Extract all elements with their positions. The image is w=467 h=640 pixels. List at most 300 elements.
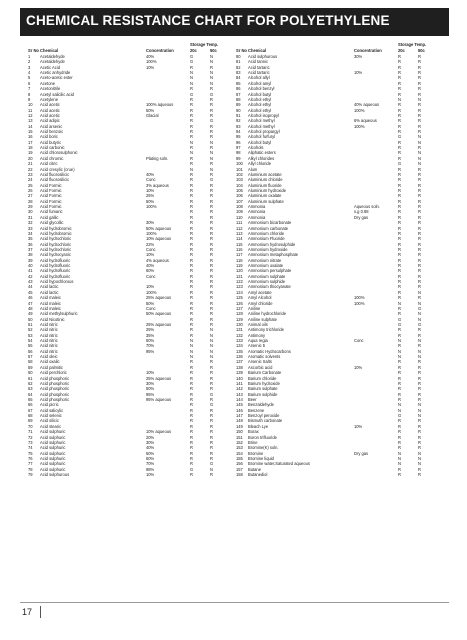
rating-50c-cell: N bbox=[418, 300, 421, 306]
rating-20c-cell: R bbox=[190, 370, 193, 376]
sr-no-cell: 15 bbox=[28, 129, 33, 135]
sr-no-cell: 57 bbox=[28, 354, 33, 360]
rating-50c-cell: R bbox=[418, 145, 421, 151]
rating-20c-cell: R bbox=[190, 263, 193, 269]
rating-20c-cell: R bbox=[398, 284, 401, 290]
sr-no-cell: 156 bbox=[236, 461, 243, 467]
chemical-cell: Acid nitric bbox=[40, 327, 58, 333]
rating-50c-cell: R bbox=[418, 59, 421, 65]
rating-20c-cell: R bbox=[190, 407, 193, 413]
rating-20c-cell: R bbox=[190, 423, 193, 429]
rating-20c-cell: G bbox=[398, 321, 402, 327]
sr-no-cell: 108 bbox=[236, 204, 243, 210]
rating-50c-cell: N bbox=[418, 134, 421, 140]
rating-20c-cell: R bbox=[190, 102, 193, 108]
sr-no-cell: 111 bbox=[236, 220, 243, 226]
chemical-cell: Bromine bbox=[248, 450, 264, 456]
concentration-cell: 100% bbox=[146, 59, 157, 65]
rating-50c-cell: R bbox=[210, 364, 213, 370]
rating-50c-cell: R bbox=[418, 198, 421, 204]
rating-50c-cell: R bbox=[210, 252, 213, 258]
chemical-cell: Alcohols bbox=[248, 145, 264, 151]
sr-no-cell: 96 bbox=[236, 139, 241, 145]
concentration-cell: 40% bbox=[146, 445, 155, 451]
rating-50c-cell: R bbox=[418, 472, 421, 478]
rating-20c-cell: R bbox=[190, 96, 193, 102]
rating-50c-cell: R bbox=[210, 225, 213, 231]
sr-no-header: Sr No bbox=[28, 48, 39, 53]
sr-no-cell: 117 bbox=[236, 252, 243, 258]
chemical-cell: Acetic Acid bbox=[40, 64, 61, 70]
rating-20c-cell: R bbox=[398, 171, 401, 177]
chemical-cell: Allyl chloride bbox=[248, 161, 271, 167]
sr-no-cell: 98 bbox=[236, 150, 241, 156]
chemical-cell: Aliphatic esters bbox=[248, 150, 276, 156]
rating-20c-cell: R bbox=[398, 54, 401, 59]
chemical-cell: Acid maleic bbox=[40, 295, 61, 301]
rating-20c-cell: R bbox=[398, 182, 401, 188]
rating-20c-cell: R bbox=[190, 177, 193, 183]
rating-50c-cell: R bbox=[418, 359, 421, 365]
sr-no-cell: 19 bbox=[28, 150, 33, 156]
sr-no-cell: 53 bbox=[28, 332, 33, 338]
chemical-cell: Acid sulphuric bbox=[40, 434, 66, 440]
sr-no-cell: 38 bbox=[28, 252, 33, 258]
sr-no-cell: 91 bbox=[236, 112, 241, 118]
chemical-cell: Borax bbox=[248, 429, 259, 435]
rating-20c-cell: N bbox=[190, 343, 193, 349]
rating-20c-cell: R bbox=[398, 225, 401, 231]
table-rows bbox=[236, 54, 446, 477]
sr-no-cell: 29 bbox=[28, 204, 33, 210]
chemical-cell: Aluminium chloride bbox=[248, 177, 283, 183]
table-header bbox=[28, 42, 238, 54]
chemical-cell: Aromatic solvents bbox=[248, 354, 281, 360]
sr-no-cell: 145 bbox=[236, 402, 243, 408]
chemical-cell: Alcohol furfuryl bbox=[248, 134, 276, 140]
rating-50c-cell: R bbox=[210, 241, 213, 247]
concentration-cell: 100% bbox=[354, 123, 365, 129]
rating-50c-cell: R bbox=[210, 311, 213, 317]
chemical-cell: Acid Nicotinic bbox=[40, 316, 65, 322]
concentration-cell: 50% bbox=[146, 198, 155, 204]
chemical-cell: Acetone bbox=[40, 80, 56, 86]
rating-50c-cell: R bbox=[210, 268, 213, 274]
sr-no-cell: 100 bbox=[236, 161, 243, 167]
sr-no-cell: 155 bbox=[236, 455, 243, 461]
rating-20c-cell: R bbox=[398, 209, 401, 215]
sr-no-cell: 80 bbox=[236, 54, 241, 59]
sr-no-cell: 59 bbox=[28, 364, 33, 370]
sr-no-cell: 133 bbox=[236, 338, 243, 344]
sr-no-cell: 50 bbox=[28, 316, 33, 322]
storage-temp-header: Storage Temp. bbox=[190, 42, 219, 47]
rating-50c-cell: N bbox=[418, 402, 421, 408]
rating-50c-cell: R bbox=[210, 193, 213, 199]
sr-no-cell: 135 bbox=[236, 348, 243, 354]
rating-50c-cell: N bbox=[418, 338, 421, 344]
rating-20c-cell: R bbox=[398, 311, 401, 317]
chemical-cell: Butane bbox=[248, 466, 261, 472]
rating-20c-cell: R bbox=[190, 311, 193, 317]
chemical-cell: Acetonitrile bbox=[40, 86, 61, 92]
chemical-cell: Bleach Lye bbox=[248, 423, 269, 429]
concentration-cell: 100% bbox=[146, 230, 157, 236]
chemical-cell: Bromine(K) soln. bbox=[248, 445, 279, 451]
concentration-cell: 30% bbox=[146, 439, 155, 445]
concentration-cell: 98% bbox=[146, 466, 155, 472]
sr-no-cell: 140 bbox=[236, 375, 243, 381]
chemical-cell: Acid nitric bbox=[40, 338, 58, 344]
rating-20c-cell: N bbox=[190, 80, 193, 86]
rating-20c-cell: R bbox=[190, 439, 193, 445]
chemical-cell: Acid nitric bbox=[40, 321, 58, 327]
rating-20c-cell: N bbox=[190, 139, 193, 145]
rating-20c-cell: R bbox=[398, 305, 401, 311]
chemical-cell: Aniline sulphate bbox=[248, 316, 277, 322]
rating-50c-cell: R bbox=[418, 268, 421, 274]
concentration-cell: Conc bbox=[146, 305, 156, 311]
rating-20c-cell: R bbox=[398, 434, 401, 440]
concentration-cell: 6% aqueous bbox=[354, 118, 377, 124]
sr-no-cell: 25 bbox=[28, 182, 33, 188]
rating-20c-cell: R bbox=[190, 198, 193, 204]
rating-20c-cell: R bbox=[190, 220, 193, 226]
rating-50c-cell: R bbox=[418, 391, 421, 397]
chemical-cell: Butanediol bbox=[248, 472, 268, 478]
rating-20c-cell: R bbox=[190, 268, 193, 274]
concentration-cell: Plating soln. bbox=[146, 155, 169, 161]
rating-20c-cell: R bbox=[190, 461, 193, 467]
rating-50c-cell: G bbox=[210, 91, 214, 97]
chemical-cell: Alcohol butyl bbox=[248, 139, 272, 145]
sr-no-cell: 131 bbox=[236, 327, 243, 333]
sr-no-cell: 24 bbox=[28, 177, 33, 183]
chemical-cell: Aqua regia bbox=[248, 338, 268, 344]
chemical-cell: Alum bbox=[248, 166, 258, 172]
sr-no-cell: 84 bbox=[236, 75, 241, 81]
rating-20c-cell: R bbox=[190, 450, 193, 456]
sr-no-cell: 30 bbox=[28, 209, 33, 215]
concentration-cell: 70% bbox=[146, 343, 155, 349]
concentration-cell: 95% bbox=[146, 348, 155, 354]
concentration-cell: 10% bbox=[354, 364, 363, 370]
rating-50c-cell: R bbox=[210, 429, 213, 435]
rating-50c-cell: R bbox=[210, 230, 213, 236]
sr-no-cell: 55 bbox=[28, 343, 33, 349]
concentration-cell: Conc bbox=[146, 273, 156, 279]
rating-20c-cell: R bbox=[398, 391, 401, 397]
concentration-cell: 10% bbox=[146, 472, 155, 478]
rating-50c-cell: N bbox=[418, 354, 421, 360]
rating-50c-cell: R bbox=[210, 214, 213, 220]
sr-no-cell: 81 bbox=[236, 59, 241, 65]
sr-no-cell: 56 bbox=[28, 348, 33, 354]
concentration-cell: 50% bbox=[146, 338, 155, 344]
rating-20c-cell: R bbox=[190, 204, 193, 210]
chemical-cell: Amyl chloride bbox=[248, 300, 273, 306]
rating-20c-cell: R bbox=[190, 434, 193, 440]
rating-50c-cell: R bbox=[418, 225, 421, 231]
rating-20c-cell: N bbox=[398, 402, 401, 408]
sr-no-cell: 94 bbox=[236, 129, 241, 135]
temp-50-header: 50c bbox=[210, 48, 217, 53]
table-header bbox=[236, 42, 446, 54]
concentration-cell: 30% bbox=[146, 220, 155, 226]
sr-no-cell: 157 bbox=[236, 466, 243, 472]
rating-50c-cell: G bbox=[210, 402, 214, 408]
sr-no-cell: 101 bbox=[236, 166, 243, 172]
sr-no-cell: 150 bbox=[236, 429, 243, 435]
sr-no-cell: 14 bbox=[28, 123, 33, 129]
rating-50c-cell: R bbox=[210, 204, 213, 210]
sr-no-cell: 127 bbox=[236, 305, 243, 311]
rating-20c-cell: R bbox=[398, 193, 401, 199]
concentration-header: Concentration bbox=[146, 48, 174, 53]
rating-20c-cell: R bbox=[190, 257, 193, 263]
sr-no-cell: 89 bbox=[236, 102, 241, 108]
rating-20c-cell: R bbox=[398, 445, 401, 451]
rating-50c-cell: N bbox=[418, 455, 421, 461]
rating-20c-cell: R bbox=[190, 279, 193, 285]
chemical-cell: Acid hydrochloric bbox=[40, 236, 72, 242]
chemical-cell: Acid sulphuric bbox=[40, 429, 66, 435]
rating-50c-cell: R bbox=[210, 64, 213, 70]
rating-20c-cell: R bbox=[190, 397, 193, 402]
chemical-cell: Acid butyric bbox=[40, 139, 62, 145]
sr-no-cell: 116 bbox=[236, 246, 243, 252]
rating-20c-cell: R bbox=[190, 64, 193, 70]
rating-50c-cell: R bbox=[210, 305, 213, 311]
sr-no-cell: 48 bbox=[28, 305, 33, 311]
rating-20c-cell: R bbox=[190, 418, 193, 424]
concentration-cell: Conc bbox=[354, 338, 364, 344]
rating-20c-cell: N bbox=[398, 354, 401, 360]
sr-no-cell: 107 bbox=[236, 198, 243, 204]
sr-no-cell: 72 bbox=[28, 434, 33, 440]
chemical-cell: Alcohol ethyl bbox=[248, 102, 272, 108]
chemical-cell: Benzaldehyde bbox=[248, 402, 274, 408]
rating-50c-cell: R bbox=[210, 236, 213, 242]
sr-no-cell: 146 bbox=[236, 407, 243, 413]
chemical-cell: Ammonium bicarbonate bbox=[248, 220, 292, 226]
rating-20c-cell: R bbox=[190, 402, 193, 408]
rating-50c-cell: G bbox=[210, 461, 214, 467]
concentration-cell: s.g 0.88 bbox=[354, 209, 369, 215]
rating-20c-cell: R bbox=[398, 380, 401, 386]
chemical-cell: Acid sulphuric bbox=[40, 445, 66, 451]
rating-20c-cell: R bbox=[190, 364, 193, 370]
rating-20c-cell: R bbox=[398, 102, 401, 108]
rating-50c-cell: R bbox=[210, 316, 213, 322]
rating-20c-cell: R bbox=[190, 327, 193, 333]
rating-50c-cell: R bbox=[210, 386, 213, 392]
rating-50c-cell: R bbox=[418, 123, 421, 129]
chemical-cell: Alcohol methyl bbox=[248, 123, 275, 129]
concentration-cell: 25% aqueous bbox=[146, 295, 172, 301]
sr-no-cell: 132 bbox=[236, 332, 243, 338]
rating-20c-cell: R bbox=[398, 214, 401, 220]
rating-50c-cell: R bbox=[418, 177, 421, 183]
chemical-cell: Aluminium fluoride bbox=[248, 182, 282, 188]
chemical-cell: Alcohol propargyl bbox=[248, 129, 280, 135]
rating-20c-cell: N bbox=[190, 338, 193, 344]
concentration-cell: 70% bbox=[146, 461, 155, 467]
concentration-cell: 25% aqueous bbox=[146, 321, 172, 327]
rating-20c-cell: N bbox=[190, 150, 193, 156]
concentration-cell: 10% bbox=[146, 284, 155, 290]
concentration-cell: 95% bbox=[146, 391, 155, 397]
concentration-cell: 50% aqueous bbox=[146, 311, 172, 317]
rating-50c-cell: R bbox=[418, 246, 421, 252]
concentration-cell: 10% bbox=[146, 252, 155, 258]
rating-50c-cell: R bbox=[418, 118, 421, 124]
rating-50c-cell: N bbox=[210, 80, 213, 86]
rating-20c-cell: R bbox=[398, 257, 401, 263]
sr-no-cell: 31 bbox=[28, 214, 33, 220]
rating-50c-cell: R bbox=[418, 230, 421, 236]
chemical-cell: Acid salicylic bbox=[40, 407, 64, 413]
concentration-cell: 100% bbox=[354, 295, 365, 301]
rating-50c-cell: R bbox=[418, 343, 421, 349]
rating-50c-cell: R bbox=[418, 91, 421, 97]
sr-no-cell: 143 bbox=[236, 391, 243, 397]
chemical-cell: Acid boric bbox=[40, 134, 58, 140]
rating-50c-cell: R bbox=[210, 273, 213, 279]
chemical-cell: Acid phosphoric bbox=[40, 397, 70, 402]
chemical-cell: Acid stearic bbox=[40, 423, 62, 429]
rating-20c-cell: N bbox=[190, 348, 193, 354]
chemical-cell: Ammonium oxalate bbox=[248, 263, 284, 269]
rating-20c-cell: R bbox=[398, 86, 401, 92]
rating-20c-cell: R bbox=[190, 455, 193, 461]
chemical-cell: Barium Carbonate bbox=[248, 370, 282, 376]
concentration-cell: 22% bbox=[146, 241, 155, 247]
sr-no-cell: 90 bbox=[236, 107, 241, 113]
rating-50c-cell: R bbox=[418, 252, 421, 258]
chemical-cell: Alkyl chlorides bbox=[248, 155, 275, 161]
sr-no-cell: 151 bbox=[236, 434, 243, 440]
rating-20c-cell: R bbox=[190, 214, 193, 220]
sr-no-cell: 109 bbox=[236, 209, 243, 215]
rating-20c-cell: R bbox=[190, 413, 193, 419]
rating-50c-cell: R bbox=[210, 370, 213, 376]
rating-20c-cell: R bbox=[190, 225, 193, 231]
chemical-cell: Acid methylsulphuric bbox=[40, 311, 78, 317]
concentration-cell: Glacial bbox=[146, 112, 159, 118]
rating-50c-cell: R bbox=[210, 220, 213, 226]
rating-20c-cell: R bbox=[190, 171, 193, 177]
rating-50c-cell: R bbox=[210, 102, 213, 108]
sr-no-cell: 70 bbox=[28, 423, 33, 429]
chemical-cell: Barium sulphate bbox=[248, 386, 278, 392]
rating-50c-cell: R bbox=[210, 145, 213, 151]
rating-20c-cell: R bbox=[398, 423, 401, 429]
sr-no-cell: 28 bbox=[28, 198, 33, 204]
rating-20c-cell: R bbox=[190, 445, 193, 451]
rating-50c-cell: N bbox=[418, 311, 421, 317]
rating-50c-cell: N bbox=[210, 155, 213, 161]
concentration-cell: 100% aqueous bbox=[146, 102, 174, 108]
chemical-header: Chemical bbox=[248, 48, 267, 53]
sr-no-cell: 44 bbox=[28, 284, 33, 290]
rating-50c-cell: R bbox=[418, 166, 421, 172]
rating-20c-cell: N bbox=[190, 166, 193, 172]
rating-20c-cell: R bbox=[190, 129, 193, 135]
rating-20c-cell: R bbox=[190, 316, 193, 322]
rating-50c-cell: R bbox=[418, 112, 421, 118]
sr-no-cell: 67 bbox=[28, 407, 33, 413]
sr-no-cell: 46 bbox=[28, 295, 33, 301]
concentration-cell: 100% bbox=[354, 107, 365, 113]
chemical-cell: Acid hydrofluoric bbox=[40, 263, 71, 269]
rating-20c-cell: N bbox=[398, 407, 401, 413]
rating-50c-cell: R bbox=[418, 364, 421, 370]
sr-no-cell: 103 bbox=[236, 177, 243, 183]
rating-50c-cell: R bbox=[418, 370, 421, 376]
rating-50c-cell: R bbox=[418, 80, 421, 86]
sr-no-cell: 45 bbox=[28, 289, 33, 295]
rating-20c-cell: R bbox=[190, 193, 193, 199]
rating-50c-cell: R bbox=[210, 112, 213, 118]
rating-20c-cell: R bbox=[398, 177, 401, 183]
concentration-cell: 35% bbox=[146, 332, 155, 338]
sr-no-cell: 126 bbox=[236, 300, 243, 306]
rating-20c-cell: R bbox=[190, 252, 193, 258]
chemical-cell: Acid cresylic (crue) bbox=[40, 166, 75, 172]
chemical-cell: Acid palmitic bbox=[40, 364, 63, 370]
chemical-cell: Ammonia bbox=[248, 209, 266, 215]
concentration-cell: 4% aqueous bbox=[146, 257, 169, 263]
concentration-cell: 10% bbox=[146, 370, 155, 376]
sr-no-cell: 37 bbox=[28, 246, 33, 252]
sr-no-cell: 40 bbox=[28, 263, 33, 269]
rating-20c-cell: R bbox=[398, 187, 401, 193]
rating-50c-cell: R bbox=[210, 263, 213, 269]
chemical-cell: Ammonium metaphosphate bbox=[248, 252, 299, 258]
sr-no-cell: 10 bbox=[28, 102, 33, 108]
chemical-cell: Alcohol benzyl bbox=[248, 86, 275, 92]
rating-50c-cell: N bbox=[418, 413, 421, 419]
rating-50c-cell: R bbox=[418, 64, 421, 70]
sr-no-cell: 26 bbox=[28, 187, 33, 193]
rating-50c-cell: R bbox=[210, 455, 213, 461]
rating-50c-cell: R bbox=[418, 445, 421, 451]
chemical-cell: Ammonium sulphide bbox=[248, 279, 286, 285]
chemical-cell: Acid picric bbox=[40, 402, 59, 408]
sr-no-cell: 112 bbox=[236, 225, 243, 231]
sr-no-cell: 76 bbox=[28, 455, 33, 461]
rating-20c-cell: G bbox=[190, 59, 194, 65]
sr-no-cell: 47 bbox=[28, 300, 33, 306]
sr-no-cell: 147 bbox=[236, 413, 243, 419]
sr-no-cell: 121 bbox=[236, 273, 243, 279]
concentration-cell: 10% bbox=[146, 64, 155, 70]
rating-20c-cell: R bbox=[398, 429, 401, 435]
concentration-cell: 10% aqueous bbox=[146, 236, 172, 242]
rating-20c-cell: R bbox=[398, 204, 401, 210]
rating-20c-cell: R bbox=[398, 295, 401, 301]
concentration-cell: 10% aqueous bbox=[146, 429, 172, 435]
rating-20c-cell: R bbox=[398, 220, 401, 226]
rating-20c-cell: R bbox=[190, 391, 193, 397]
rating-50c-cell: R bbox=[418, 209, 421, 215]
chemical-cell: Bromine liquid bbox=[248, 455, 274, 461]
chemical-cell: Acetic anhydride bbox=[40, 70, 71, 76]
sr-no-cell: 63 bbox=[28, 386, 33, 392]
table-row bbox=[28, 472, 238, 477]
sr-no-cell: 93 bbox=[236, 123, 241, 129]
